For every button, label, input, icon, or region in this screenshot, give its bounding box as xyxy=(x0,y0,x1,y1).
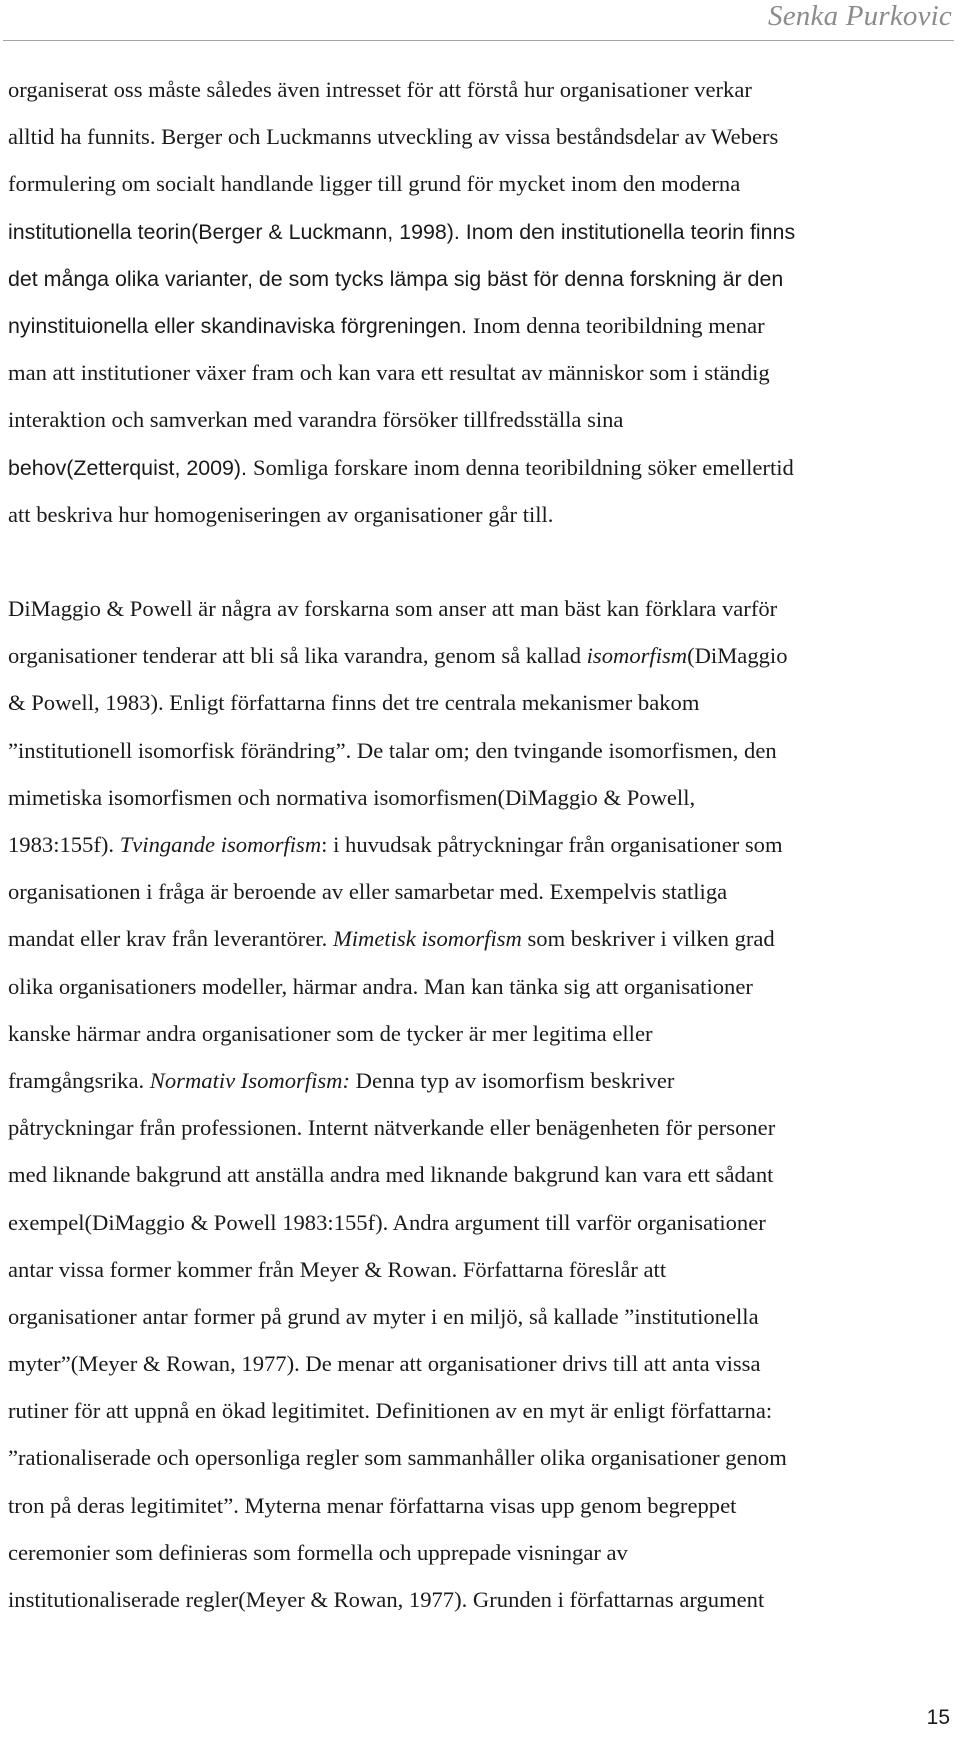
text-run: som beskriver i vilken grad xyxy=(521,926,775,952)
text-run: & Powell, 1983). Enligt författarna finns det tre centrala mekanismer bakom xyxy=(8,690,700,716)
text-run: : i huvudsak påtryckningar från organisationer som xyxy=(321,832,783,857)
text-run: Inom denna teoribildning menar xyxy=(472,312,765,338)
text-run: interaktion och samverkan med varandra försöker tillfredsställa sina xyxy=(8,407,624,433)
text-run: organiserat oss måste således även intresset för att förstå hur organisationer verkar xyxy=(8,77,752,102)
italic-term: Mimetisk isomorfism xyxy=(332,926,522,952)
text-line xyxy=(8,1151,948,1198)
text-line xyxy=(8,1482,948,1529)
text-line xyxy=(8,302,948,349)
text-run: med liknande bakgrund att anställa andra med liknande bakgrund kan vara ett sådant xyxy=(8,1162,774,1188)
text-line xyxy=(8,1293,948,1340)
text-line xyxy=(8,1057,948,1104)
text-line xyxy=(8,255,948,302)
text-run: mimetiska isomorfismen och normativa isomorfismen(DiMaggio & Powell, xyxy=(8,784,696,810)
text-line xyxy=(8,66,948,113)
text-line xyxy=(8,113,948,160)
text-run: nyinstituionella eller skandinaviska förgreningen. xyxy=(8,313,473,338)
text-run: alltid ha funnits. Berger och Luckmanns utveckling av vissa beståndsdelar av Webers xyxy=(8,124,779,150)
text-run: kanske härmar andra organisationer som de tycker är mer legitima eller xyxy=(8,1020,653,1046)
text-line xyxy=(8,915,948,962)
paragraph-gap xyxy=(8,538,948,585)
text-run: ”rationaliserade och opersonliga regler som sammanhåller olika organisationer genom xyxy=(8,1445,787,1471)
text-run: behov(Zetterquist, 2009). xyxy=(8,455,253,480)
text-run: att beskriva hur homogeniseringen av organisationer går till. xyxy=(8,501,554,527)
text-run: 1983:155f). xyxy=(8,832,120,857)
text-run: påtryckningar från professionen. Internt nätverkande eller benägenheten för personer xyxy=(8,1115,776,1141)
text-line xyxy=(8,727,948,774)
text-line xyxy=(8,821,948,868)
page-number: 15 xyxy=(926,1706,950,1729)
text-line xyxy=(8,1199,948,1246)
text-line xyxy=(8,349,948,396)
text-line xyxy=(8,585,948,632)
text-run: (DiMaggio xyxy=(687,643,788,669)
paragraph-1 xyxy=(8,66,948,538)
text-run: antar vissa former kommer från Meyer & Rowan. Författarna föreslår att xyxy=(8,1256,667,1282)
text-run: myter”(Meyer & Rowan, 1977). De menar att organisationer drivs till att anta vissa xyxy=(8,1351,761,1377)
text-line xyxy=(8,632,948,679)
text-run: tron på deras legitimitet”. Myterna menar författarna visas upp genom begreppet xyxy=(8,1492,737,1518)
text-line xyxy=(8,491,948,538)
italic-term: Normativ Isomorfism: xyxy=(149,1067,351,1093)
text-line xyxy=(8,1529,948,1576)
text-run: Denna typ av isomorfism beskriver xyxy=(350,1067,675,1093)
text-line xyxy=(8,774,948,821)
text-line xyxy=(8,1340,948,1387)
italic-term: Tvingande isomorfism xyxy=(119,832,322,857)
text-line xyxy=(8,444,948,491)
text-line xyxy=(8,1246,948,1293)
text-run: institutionaliserade regler(Meyer & Rowan, 1977). Grunden i författarnas argument xyxy=(8,1587,765,1612)
text-line xyxy=(8,868,948,915)
text-run: ”institutionell isomorfisk förändring”. De talar om; den tvingande isomorfismen, den xyxy=(8,737,777,763)
text-run: framgångsrika. xyxy=(8,1067,150,1093)
text-run: institutionella teorin(Berger & Luckmann, 1998). Inom den institutionella teorin finns xyxy=(8,219,796,244)
text-run: organisationer antar former på grund av myter i en miljö, så kallade ”institutionella xyxy=(8,1303,759,1329)
body-text xyxy=(8,66,948,1623)
text-run: olika organisationers modeller, härmar andra. Man kan tänka sig att organisationer xyxy=(8,973,753,999)
text-run: exempel(DiMaggio & Powell 1983:155f). Andra argument till varför organisationer xyxy=(8,1209,766,1235)
italic-term: isomorfism xyxy=(586,643,688,669)
text-line xyxy=(8,1434,948,1481)
text-run: DiMaggio & Powell är några av forskarna som anser att man bäst kan förklara varför xyxy=(8,596,778,622)
text-line xyxy=(8,963,948,1010)
text-run: Somliga forskare inom denna teoribildning söker emellertid xyxy=(252,454,794,480)
text-line xyxy=(8,1010,948,1057)
header-author: Senka Purkovic xyxy=(768,0,952,32)
text-line xyxy=(8,208,948,255)
header-divider xyxy=(3,40,954,41)
text-run: ceremonier som definieras som formella och upprepade visningar av xyxy=(8,1539,628,1565)
text-run: formulering om socialt handlande ligger till grund för mycket inom den moderna xyxy=(8,171,741,197)
text-run: man att institutioner växer fram och kan vara ett resultat av människor som i ständig xyxy=(8,360,770,386)
text-line xyxy=(8,160,948,207)
text-run: det många olika varianter, de som tycks lämpa sig bäst för denna forskning är den xyxy=(8,266,784,291)
paragraph-2 xyxy=(8,585,948,1623)
text-line xyxy=(8,679,948,726)
text-run: mandat eller krav från leverantörer. xyxy=(8,926,333,952)
text-run: organisationer tenderar att bli så lika varandra, genom så kallad xyxy=(8,643,587,669)
text-line xyxy=(8,396,948,443)
text-line xyxy=(8,1576,948,1623)
text-run: rutiner för att uppnå en ökad legitimitet. Definitionen av en myt är enligt författarna: xyxy=(8,1398,773,1424)
text-run: organisationen i fråga är beroende av eller samarbetar med. Exempelvis statliga xyxy=(8,879,728,905)
text-line xyxy=(8,1104,948,1151)
text-line xyxy=(8,1387,948,1434)
